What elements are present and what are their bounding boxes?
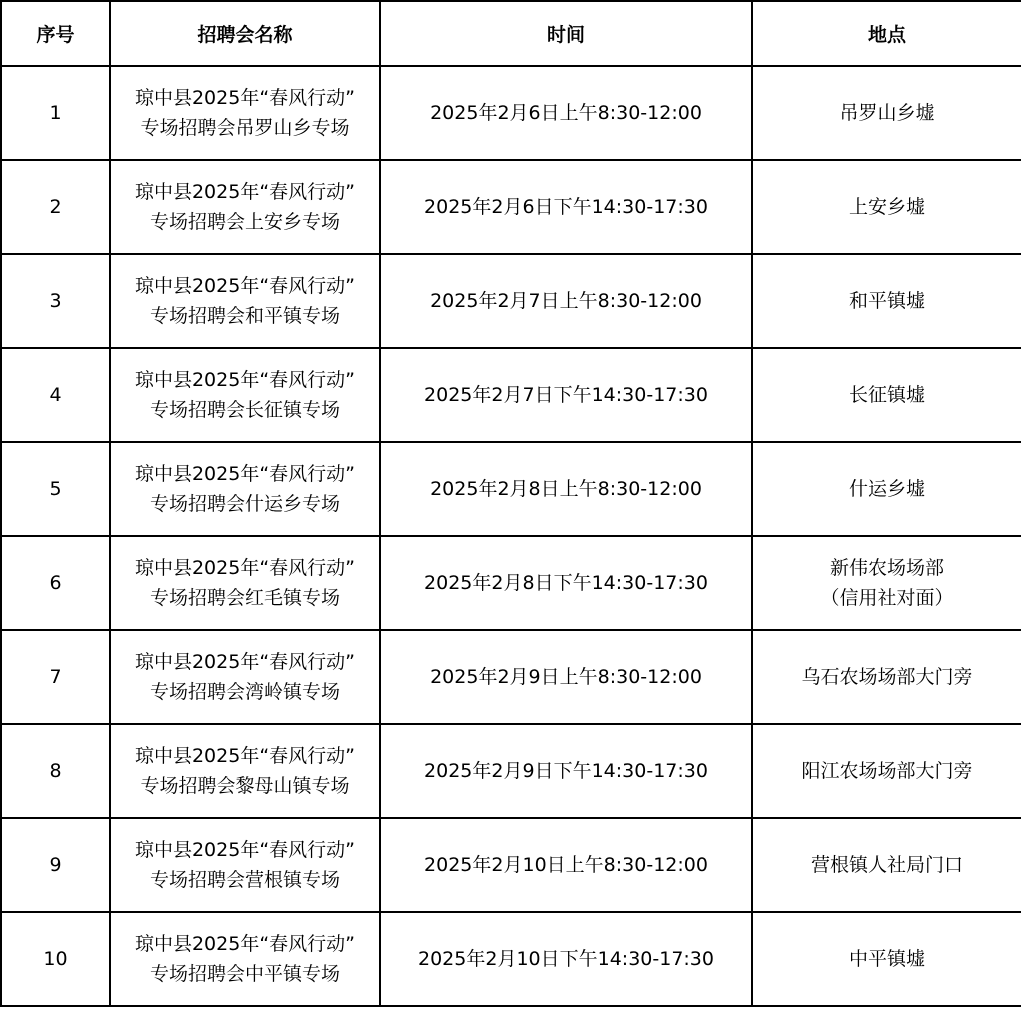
table-row (1, 630, 1021, 724)
row-time: 2025年2月10日下午14:30-17:30 (380, 912, 752, 1006)
fair-name-line: 专场招聘会黎母山镇专场 (140, 775, 350, 797)
table-row (1, 912, 1021, 1006)
row-time: 2025年2月7日下午14:30-17:30 (380, 348, 752, 442)
row-index: 1 (1, 66, 110, 160)
fair-name-line: 专场招聘会中平镇专场 (149, 963, 340, 985)
location-line: 什运乡墟 (848, 478, 925, 500)
row-time: 2025年2月10日上午8:30-12:00 (380, 818, 752, 912)
fair-name-line: 琼中县2025年“春风行动” (134, 369, 356, 391)
header-location: 地点 (752, 1, 1021, 66)
location-line: 吊罗山乡墟 (839, 102, 935, 124)
table-row (1, 536, 1021, 630)
fair-name-line: 专场招聘会什运乡专场 (149, 493, 340, 515)
fair-name-line: 琼中县2025年“春风行动” (134, 933, 356, 955)
row-index: 6 (1, 536, 110, 630)
fair-name-line: 专场招聘会营根镇专场 (149, 869, 340, 891)
row-fair-name (110, 536, 380, 630)
fair-name-line: 专场招聘会长征镇专场 (149, 399, 340, 421)
location-line: 营根镇人社局门口 (810, 854, 963, 876)
table-row (1, 160, 1021, 254)
table-row (1, 66, 1021, 160)
row-index: 9 (1, 818, 110, 912)
fair-name-line: 琼中县2025年“春风行动” (134, 181, 356, 203)
row-location (752, 724, 1021, 818)
location-line: 乌石农场场部大门旁 (801, 666, 973, 688)
fair-name-line: 琼中县2025年“春风行动” (134, 463, 356, 485)
table-row (1, 442, 1021, 536)
row-fair-name (110, 348, 380, 442)
row-fair-name (110, 912, 380, 1006)
fair-name-line: 专场招聘会湾岭镇专场 (149, 681, 340, 703)
row-fair-name (110, 724, 380, 818)
table-row (1, 348, 1021, 442)
row-location (752, 630, 1021, 724)
row-time: 2025年2月8日下午14:30-17:30 (380, 536, 752, 630)
row-location (752, 254, 1021, 348)
table-row (1, 724, 1021, 818)
row-index: 4 (1, 348, 110, 442)
row-time: 2025年2月9日下午14:30-17:30 (380, 724, 752, 818)
row-fair-name (110, 160, 380, 254)
fair-name-line: 琼中县2025年“春风行动” (134, 839, 356, 861)
fair-name-line: 专场招聘会红毛镇专场 (149, 587, 340, 609)
row-time: 2025年2月7日上午8:30-12:00 (380, 254, 752, 348)
location-line: 新伟农场场部 (829, 557, 944, 579)
fair-name-line: 琼中县2025年“春风行动” (134, 557, 356, 579)
table-row (1, 254, 1021, 348)
row-index: 8 (1, 724, 110, 818)
row-location (752, 536, 1021, 630)
table-row (1, 818, 1021, 912)
row-fair-name (110, 66, 380, 160)
header-name: 招聘会名称 (110, 1, 380, 66)
fair-name-line: 琼中县2025年“春风行动” (134, 745, 356, 767)
row-location (752, 818, 1021, 912)
row-fair-name (110, 442, 380, 536)
row-location (752, 348, 1021, 442)
row-location (752, 66, 1021, 160)
location-line: 中平镇墟 (848, 948, 925, 970)
row-index: 10 (1, 912, 110, 1006)
fair-name-line: 专场招聘会上安乡专场 (149, 211, 340, 233)
row-location (752, 160, 1021, 254)
fair-name-line: 琼中县2025年“春风行动” (134, 651, 356, 673)
row-time: 2025年2月6日下午14:30-17:30 (380, 160, 752, 254)
table-header (1, 1, 1021, 66)
row-time: 2025年2月9日上午8:30-12:00 (380, 630, 752, 724)
row-location (752, 912, 1021, 1006)
fair-name-line: 琼中县2025年“春风行动” (134, 275, 356, 297)
location-line: 长征镇墟 (848, 384, 925, 406)
row-index: 3 (1, 254, 110, 348)
location-line: （信用社对面） (820, 587, 954, 609)
table-body (1, 66, 1021, 1006)
row-fair-name (110, 254, 380, 348)
header-index: 序号 (1, 1, 110, 66)
header-time: 时间 (380, 1, 752, 66)
row-index: 2 (1, 160, 110, 254)
row-time: 2025年2月6日上午8:30-12:00 (380, 66, 752, 160)
row-fair-name (110, 630, 380, 724)
fair-name-line: 琼中县2025年“春风行动” (134, 87, 356, 109)
row-fair-name (110, 818, 380, 912)
fair-name-line: 专场招聘会和平镇专场 (149, 305, 340, 327)
location-line: 阳江农场场部大门旁 (801, 760, 973, 782)
fair-name-line: 专场招聘会吊罗山乡专场 (140, 117, 350, 139)
row-location (752, 442, 1021, 536)
row-index: 5 (1, 442, 110, 536)
row-index: 7 (1, 630, 110, 724)
location-line: 上安乡墟 (848, 196, 925, 218)
row-time: 2025年2月8日上午8:30-12:00 (380, 442, 752, 536)
header-row (1, 1, 1021, 66)
location-line: 和平镇墟 (848, 290, 925, 312)
